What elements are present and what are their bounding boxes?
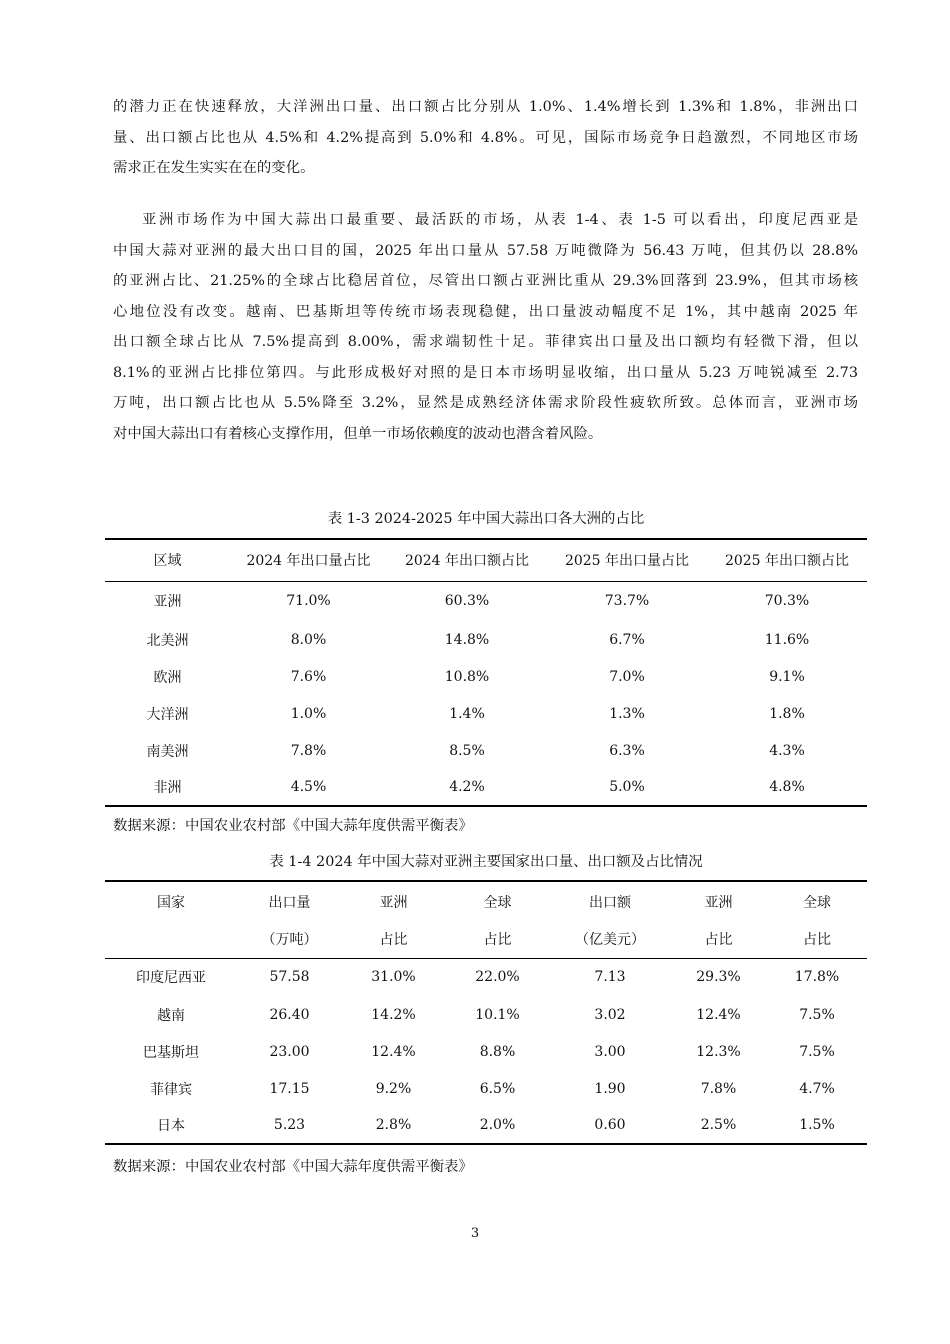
table-header-row: [105, 539, 867, 581]
value-cell: 5.23: [273, 1117, 306, 1133]
value-cell: 1.90: [594, 1080, 626, 1097]
value-cell: 3.02: [594, 1006, 626, 1023]
country-cell: 巴基斯坦: [143, 1044, 199, 1061]
value-cell: 1.4%: [449, 705, 485, 722]
value-cell: 12.4%: [696, 1006, 741, 1023]
value-cell: 14.2%: [371, 1006, 416, 1023]
value-cell: 7.13: [594, 969, 626, 986]
value-cell: 1.8%: [769, 705, 805, 722]
table-row: [105, 958, 867, 996]
value-cell: 57.58: [269, 969, 310, 986]
header-cell: 出口量: [268, 894, 311, 911]
table-header-row: [105, 921, 867, 958]
header-cell: 占比: [670, 921, 767, 958]
value-cell: 22.0%: [475, 969, 520, 986]
header-cell: 亚洲: [379, 894, 408, 911]
paragraph-line: 对中国大蒜出口有着核心支撑作用，但单一市场依赖度的波动也潜含着风险。: [113, 425, 603, 442]
value-cell: 9.1%: [769, 668, 805, 685]
header-cell: 占比: [342, 921, 445, 958]
header-cell: 亚洲: [704, 894, 733, 911]
value-cell: 23.00: [269, 1043, 310, 1060]
value-cell: 5.0%: [609, 779, 645, 795]
value-cell: 7.6%: [290, 668, 327, 685]
region-cell: 南美洲: [146, 743, 189, 760]
value-cell: 12.4%: [371, 1043, 416, 1060]
header-cell: 国家: [157, 894, 185, 911]
value-cell: 26.40: [269, 1006, 310, 1023]
value-cell: 7.8%: [290, 742, 327, 759]
value-cell: 8.5%: [449, 742, 485, 759]
value-cell: 8.8%: [479, 1043, 516, 1060]
paragraph-line: 量、出口额占比也从 4.5%和 4.2%提高到 5.0%和 4.8%。可见，国际市场竞争日趋激烈，不同地区市场: [113, 129, 858, 146]
table-1-4-source: 数据来源：中国农业农村部《中国大蒜年度供需平衡表》: [113, 1159, 473, 1175]
table-row: [105, 996, 867, 1033]
value-cell: 1.3%: [609, 705, 645, 722]
value-cell: 9.2%: [375, 1080, 412, 1097]
header-cell: （亿美元）: [550, 921, 670, 958]
value-cell: 10.1%: [475, 1006, 520, 1023]
value-cell: 3.00: [594, 1043, 626, 1060]
value-cell: 17.8%: [794, 969, 840, 986]
value-cell: 8.0%: [290, 631, 327, 648]
paragraph-line: 亚洲市场作为中国大蒜出口最重要、最活跃的市场，从表 1-4、表 1-5 可以看出，印度尼西亚是: [142, 212, 858, 228]
value-cell: 4.2%: [449, 779, 485, 795]
value-cell: 60.3%: [444, 593, 490, 610]
paragraph-line: 的潜力正在快速释放，大洋洲出口量、出口额占比分别从 1.0%、1.4%增长到 1.3%和 1.8%，非洲出口: [113, 99, 858, 115]
header-cell: （万吨）: [237, 921, 342, 958]
table-row: [105, 732, 867, 769]
paragraph-line: 的亚洲占比、21.25%的全球占比稳居首位，尽管出口额占亚洲比重从 29.3%回落到 23.9%，但其市场核: [113, 273, 858, 289]
value-cell: 2.8%: [375, 1117, 412, 1133]
country-cell: 越南: [157, 1007, 185, 1024]
value-cell: 6.5%: [479, 1080, 516, 1097]
country-cell: 菲律宾: [150, 1081, 192, 1098]
value-cell: 7.5%: [799, 1006, 835, 1023]
table-1-3-source: 数据来源：中国农业农村部《中国大蒜年度供需平衡表》: [113, 818, 473, 834]
region-cell: 欧洲: [153, 669, 182, 686]
region-cell: 亚洲: [153, 594, 182, 611]
value-cell: 4.3%: [769, 742, 805, 759]
header-cell: 2024 年出口量占比: [230, 539, 387, 581]
paragraph-continuation: [113, 92, 858, 184]
table-row: [105, 1033, 867, 1070]
table-row: [105, 581, 867, 621]
value-cell: 31.0%: [371, 969, 416, 986]
value-cell: 4.8%: [769, 779, 805, 795]
table-1-4-caption: 表 1-4 2024 年中国大蒜对亚洲主要国家出口量、出口额及占比情况: [269, 854, 703, 870]
region-cell: 大洋洲: [146, 706, 189, 723]
paragraph-line: 8.1%的亚洲占比排位第四。与此形成极好对照的是日本市场明显收缩，出口量从 5.23 万吨锐减至 2.73: [113, 364, 858, 381]
page-number: 3: [470, 1226, 480, 1241]
value-cell: 14.8%: [444, 631, 490, 648]
value-cell: 7.5%: [799, 1043, 835, 1060]
country-cell: 日本: [157, 1118, 185, 1134]
table-1-3: [105, 538, 867, 807]
table-header-row: [105, 881, 867, 921]
value-cell: 71.0%: [286, 593, 331, 610]
paragraph-asia-market: [113, 205, 858, 449]
region-cell: 非洲: [153, 780, 182, 796]
header-cell: 出口额: [589, 894, 631, 911]
paragraph-line: 出口额全球占比从 7.5%提高到 8.00%，需求端韧性十足。菲律宾出口量及出口额均有轻微下滑，但以: [113, 334, 858, 350]
value-cell: 2.5%: [700, 1117, 737, 1133]
value-cell: 12.3%: [696, 1043, 741, 1060]
value-cell: 4.7%: [799, 1080, 835, 1097]
value-cell: 1.5%: [799, 1117, 835, 1133]
table-1-3-caption: 表 1-3 2024-2025 年中国大蒜出口各大洲的占比: [327, 511, 645, 527]
header-cell: 区域: [105, 539, 230, 581]
value-cell: 73.7%: [604, 593, 650, 610]
table-row: [105, 621, 867, 658]
paragraph-line: 万吨，出口额占比也从 5.5%降至 3.2%，显然是成熟经济体需求阶段性疲软所致。总体而言，亚洲市场: [113, 395, 858, 411]
value-cell: 4.5%: [290, 779, 327, 795]
value-cell: 7.0%: [609, 668, 645, 685]
header-cell: 2025 年出口量占比: [547, 539, 707, 581]
value-cell: 70.3%: [764, 593, 810, 610]
value-cell: 2.0%: [479, 1117, 516, 1133]
header-cell: 占比: [767, 921, 867, 958]
value-cell: 0.60: [594, 1117, 626, 1133]
value-cell: 17.15: [269, 1080, 310, 1097]
table-row: [105, 1070, 867, 1107]
table-1-4: [105, 880, 867, 1145]
header-cell: 全球: [803, 894, 831, 911]
header-cell: 2024 年出口额占比: [387, 539, 547, 581]
value-cell: 6.7%: [609, 631, 645, 648]
table-row: [105, 1107, 867, 1144]
value-cell: 7.8%: [700, 1080, 737, 1097]
header-cell: 占比: [445, 921, 550, 958]
value-cell: 6.3%: [609, 742, 645, 759]
table-row: [105, 769, 867, 806]
country-cell: 印度尼西亚: [136, 970, 206, 987]
paragraph-line: 中国大蒜对亚洲的最大出口目的国，2025 年出口量从 57.58 万吨微降为 56.43 万吨，但其仍以 28.8%: [113, 242, 858, 259]
value-cell: 29.3%: [696, 969, 741, 986]
header-cell: [105, 921, 237, 958]
region-cell: 北美洲: [146, 632, 189, 649]
value-cell: 1.0%: [290, 705, 327, 722]
table-row: [105, 658, 867, 695]
header-cell: 2025 年出口额占比: [707, 539, 867, 581]
table-row: [105, 695, 867, 732]
header-cell: 全球: [483, 894, 512, 911]
paragraph-line: 心地位没有改变。越南、巴基斯坦等传统市场表现稳健，出口量波动幅度不足 1%，其中越南 2025 年: [113, 303, 858, 320]
value-cell: 11.6%: [764, 631, 810, 648]
value-cell: 10.8%: [444, 668, 490, 685]
paragraph-line: 需求正在发生实实在在的变化。: [113, 160, 315, 176]
